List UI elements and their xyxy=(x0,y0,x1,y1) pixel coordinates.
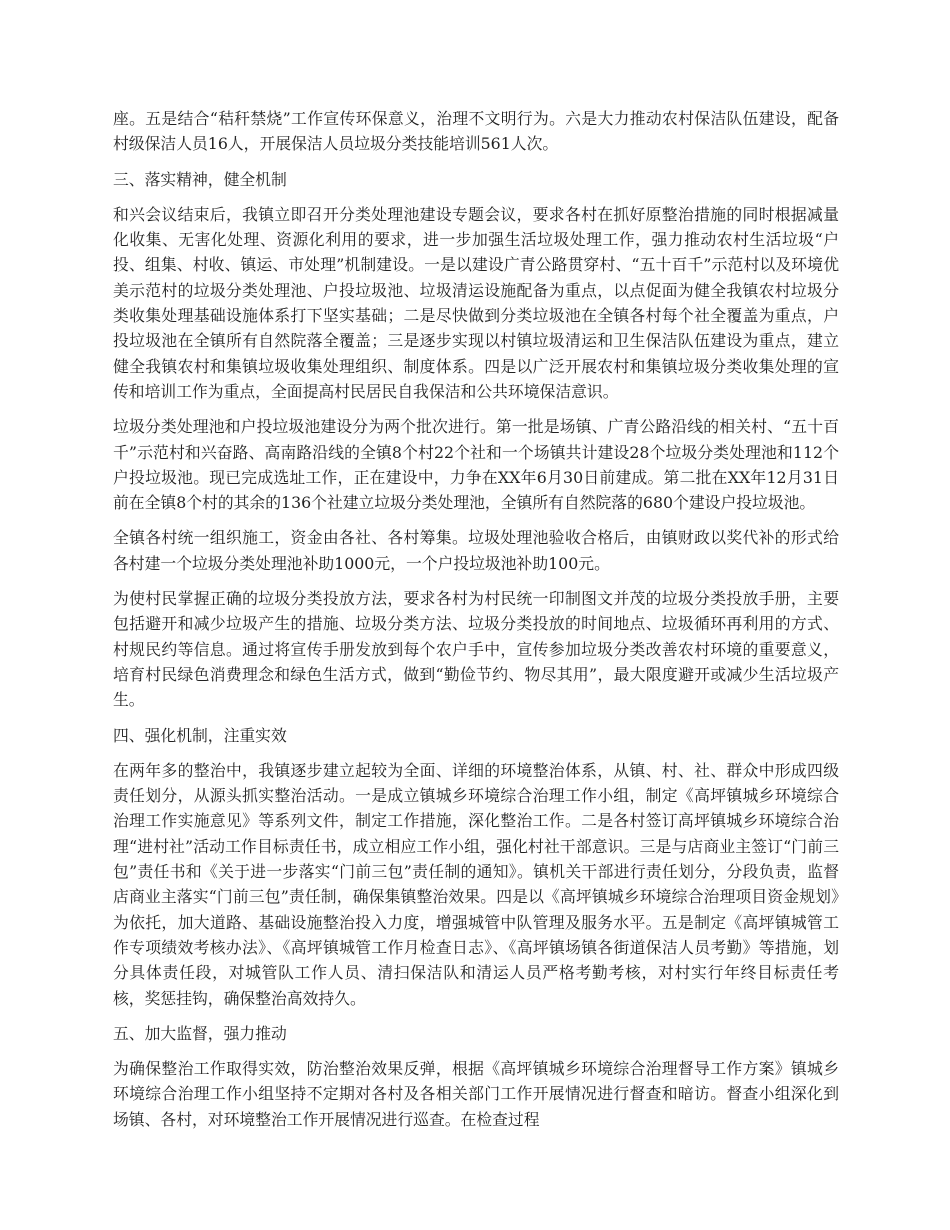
body-paragraph: 为使村民掌握正确的垃圾分类投放方法，要求各村为村民统一印制图文并茂的垃圾分类投放手册，主要包括避开和减少垃圾产生的措施、垃圾分类方法、垃圾分类投放的时间地点、垃圾循环再利用的方式、村规民约等信息。通过将宣传手册发放到每个农户手中，宣传参加垃圾分类改善农村环境的重要意义，培育村民绿色消费理念和绿色生活方式，做到“勤俭节约、物尽其用”，最大限度避开或减少生活垃圾产生。 xyxy=(113,589,839,710)
section-heading: 四、强化机制，注重实效 xyxy=(113,725,287,745)
body-paragraph: 和兴会议结束后，我镇立即召开分类处理池建设专题会议，要求各村在抓好原整治措施的同时根据减量化收集、无害化处理、资源化利用的要求，进一步加强生活垃圾处理工作，强力推动农村生活垃圾“户投、组集、村收、镇运、市处理”机制建设。一是以建设广青公路贯穿村、“五十百千”示范村以及环境优美示范村的垃圾分类处理池、户投垃圾池、垃圾清运设施配备为重点，以点促面为健全我镇农村垃圾分类收集处理基础设施体系打下坚实基础；二是尽快做到分类垃圾池在全镇各村每个社全覆盖为重点，户投垃圾池在全镇所有自然院落全覆盖；三是逐步实现以村镇垃圾清运和卫生保洁队伍建设为重点，建立健全我镇农村和集镇垃圾收集处理组织、制度体系。四是以广泛开展农村和集镇垃圾分类收集处理的宣传和培训工作为重点，全面提高村民居民自我保洁和公共环境保洁意识。 xyxy=(113,204,839,401)
body-paragraph: 在两年多的整治中，我镇逐步建立起较为全面、详细的环境整治体系，从镇、村、社、群众中形成四级责任划分，从源头抓实整治活动。一是成立镇城乡环境综合治理工作小组，制定《高坪镇城乡环境综合治理工作实施意见》等系列文件，制定工作措施，深化整治工作。二是各村签订高坪镇城乡环境综合治理“进村社”活动工作目标责任书，成立相应工作小组，强化村社干部意识。三是与店商业主签订“门前三包”责任书和《关于进一步落实“门前三包”责任制的通知》。镇机关干部进行责任划分，分段负责，监督店商业主落实“门前三包”责任制，确保集镇整治效果。四是以《高坪镇城乡环境综合治理项目资金规划》为依托，加大道路、基础设施整治投入力度，增强城管中队管理及服务水平。五是制定《高坪镇城管工作专项绩效考核办法》、《高坪镇城管工作月检查日志》、《高坪镇场镇各街道保洁人员考勤》等措施，划分具体责任段，对城管队工作人员、清扫保洁队和清运人员严格考勤考核，对村实行年终目标责任考核，奖惩挂钩，确保整治高效持久。 xyxy=(113,760,839,1008)
section-heading: 三、落实精神，健全机制 xyxy=(113,169,287,189)
body-paragraph: 为确保整治工作取得实效，防治整治效果反弹，根据《高坪镇城乡环境综合治理督导工作方案》镇城乡环境综合治理工作小组坚持不定期对各村及各相关部门工作开展情况进行督查和暗访。督查小组深化到场镇、各村，对环境整治工作开展情况进行巡查。在检查过程 xyxy=(113,1059,839,1129)
document-body xyxy=(113,106,839,1142)
body-paragraph: 座。五是结合“秸秆禁烧”工作宣传环保意义，治理不文明行为。六是大力推动农村保洁队伍建设，配备村级保洁人员16人，开展保洁人员垃圾分类技能培训561人次。 xyxy=(113,109,839,154)
body-paragraph: 全镇各村统一组织施工，资金由各社、各村筹集。垃圾处理池验收合格后，由镇财政以奖代补的形式给各村建一个垃圾分类处理池补助1000元，一个户投垃圾池补助100元。 xyxy=(113,528,839,573)
body-paragraph: 垃圾分类处理池和户投垃圾池建设分为两个批次进行。第一批是场镇、广青公路沿线的相关村、“五十百千”示范村和兴奋路、高南路沿线的全镇8个村22个社和一个场镇共计建设28个垃圾分类处理池和112个户投垃圾池。现已完成选址工作，正在建设中，力争在XX年6月30日前建成。第二批在XX年12月31日前在全镇8个村的其余的136个社建立垃圾分类处理池，全镇所有自然院落的680个建设户投垃圾池。 xyxy=(113,417,839,513)
section-heading: 五、加大监督，强力推动 xyxy=(113,1023,287,1043)
